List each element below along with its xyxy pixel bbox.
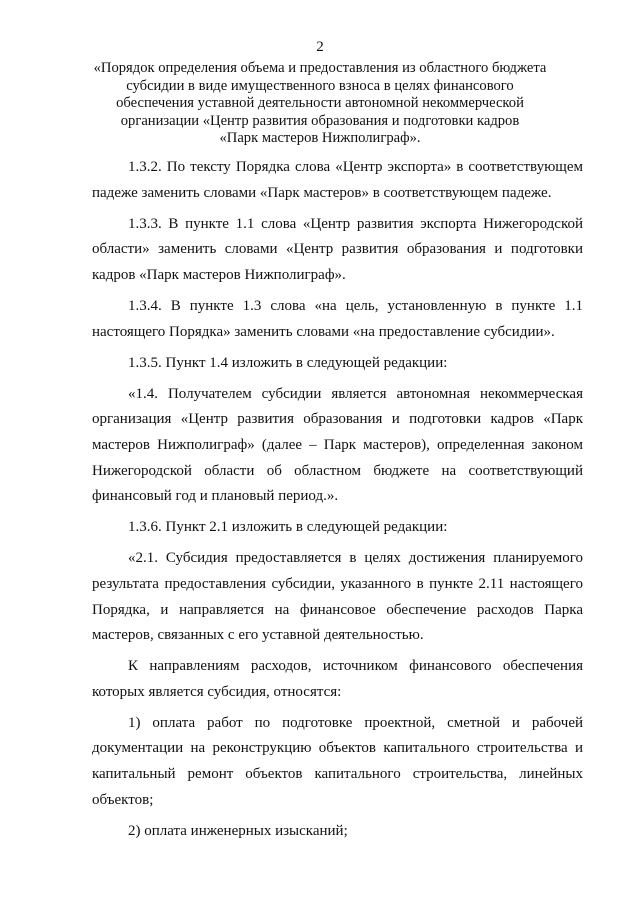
document-body [92, 155, 583, 850]
paragraph-1-3-3: 1.3.3. В пункте 1.1 слова «Центр развития экспорта Нижегородской области» заменить словами «Центр развития образования и подготовки кадров «Парк мастеров Нижполиграф». [92, 215, 583, 283]
list-item-1: 1) оплата работ по подготовке проектной, сметной и рабочей документации на реконструкцию объектов капитального строительства и капитальный ремонт объектов капитального строительства, линейных объектов; [92, 714, 583, 808]
header-line: «Порядок определения объема и предоставления из областного бюджета [93, 60, 547, 76]
paragraph-1-3-6: 1.3.6. Пункт 2.1 изложить в следующей редакции: [128, 519, 448, 536]
paragraph-1-3-5: 1.3.5. Пункт 1.4 изложить в следующей редакции: [128, 354, 448, 371]
page-number: 2 [316, 39, 324, 55]
paragraph-quote-2-1: «2.1. Субсидия предоставляется в целях достижения планируемого результата предоставления субсидии, указанного в пункте 2.11 настоящего Порядка, и направляется на финансовое обеспечение расходов Парка мастеров, связанных с его уставной деятельностью. [92, 550, 583, 644]
paragraph-1-3-2: 1.3.2. По тексту Порядка слова «Центр экспорта» в соответствующем падеже заменить словами «Парк мастеров» в соответствующем падеже. [92, 159, 583, 201]
header-line: субсидии в виде имущественного взноса в целях финансового [126, 77, 514, 94]
header-line: организации «Центр развития образования и подготовки кадров [120, 112, 520, 129]
paragraph-1-3-4: 1.3.4. В пункте 1.3 слова «на цель, установленную в пункте 1.1 настоящего Порядка» заменить словами «на предоставление субсидии». [92, 297, 583, 340]
running-header [70, 60, 570, 148]
header-line: «Парк мастеров Нижполиграф». [219, 130, 421, 147]
paragraph-quote-1-4: «1.4. Получателем субсидии является автономная некоммерческая организация «Центр развития образования и подготовки кадров «Парк мастеров Нижполиграф» (далее – Парк мастеров), определенная законом Нижегородской области об областном бюджете на соответствующий финансовый год и плановый период.». [92, 385, 583, 505]
header-line: обеспечения уставной деятельности автономной некоммерческой [116, 95, 524, 112]
paragraph-expense-directions: К направлениям расходов, источником финансового обеспечения которых является субсидия, относятся: [92, 658, 583, 700]
list-item-2: 2) оплата инженерных изысканий; [128, 822, 348, 839]
